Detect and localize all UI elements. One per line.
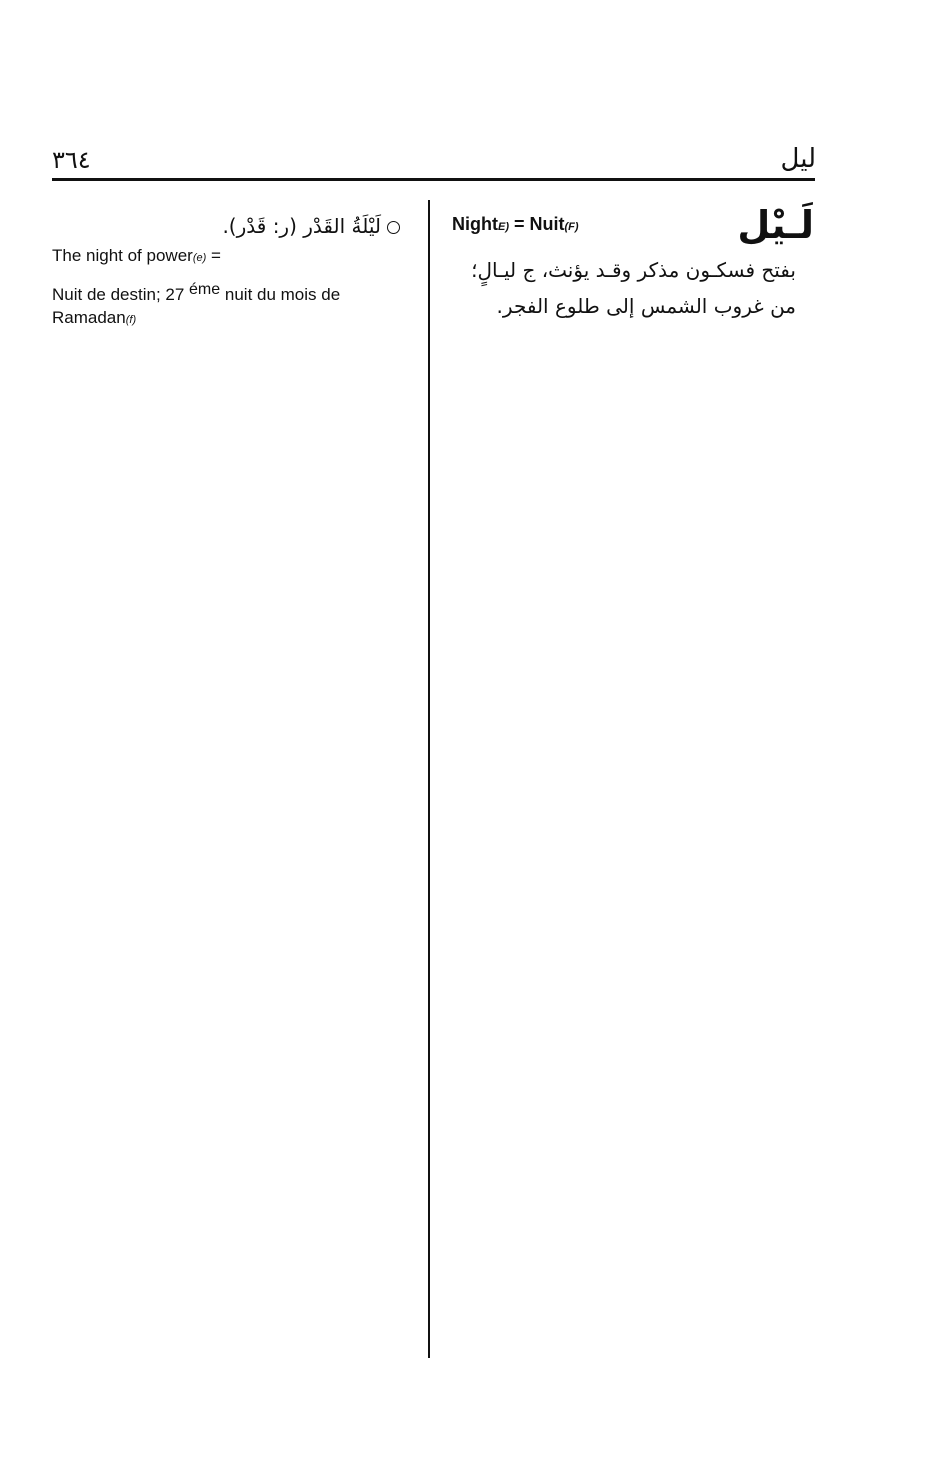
column-divider bbox=[428, 200, 430, 1358]
translation-en: Night bbox=[452, 214, 498, 234]
entry-headword: لَـيْل bbox=[737, 203, 814, 247]
entry-translation bbox=[452, 214, 579, 235]
subentry-english-tag: (e) bbox=[192, 252, 207, 264]
translation-fr-tag: (F) bbox=[564, 221, 579, 233]
subentry-english-text: The night of power bbox=[52, 246, 193, 265]
subentry-head-text: لَيْلَةُ القَدْر (ر: قَدْر). bbox=[222, 214, 381, 238]
entry-definition: بفتح فسكـون مذكر وقـد يؤنث، ج ليـالٍ؛ من غروب الشمس إلى طلوع الفجر. bbox=[471, 258, 796, 318]
subentry-french bbox=[52, 278, 412, 332]
translation-fr: Nuit bbox=[529, 214, 565, 234]
bullet-circle-icon bbox=[387, 221, 400, 234]
page-number: ٣٦٤ bbox=[52, 146, 91, 174]
subentry-french-part1: Nuit de destin; 27 bbox=[52, 285, 190, 304]
translation-equals: = bbox=[508, 214, 530, 234]
subentry-french-tag: (f) bbox=[125, 314, 137, 326]
subentry-english bbox=[52, 246, 221, 266]
header-rule bbox=[52, 178, 815, 181]
translation-en-tag: E) bbox=[497, 221, 509, 233]
subentry-english-equals: = bbox=[206, 246, 221, 265]
subentry-french-part2: nuit du mois de Ramadan bbox=[52, 285, 341, 327]
subentry-head bbox=[222, 214, 400, 238]
subentry-french-sup: éme bbox=[189, 281, 221, 298]
running-head: ليل bbox=[780, 144, 816, 174]
